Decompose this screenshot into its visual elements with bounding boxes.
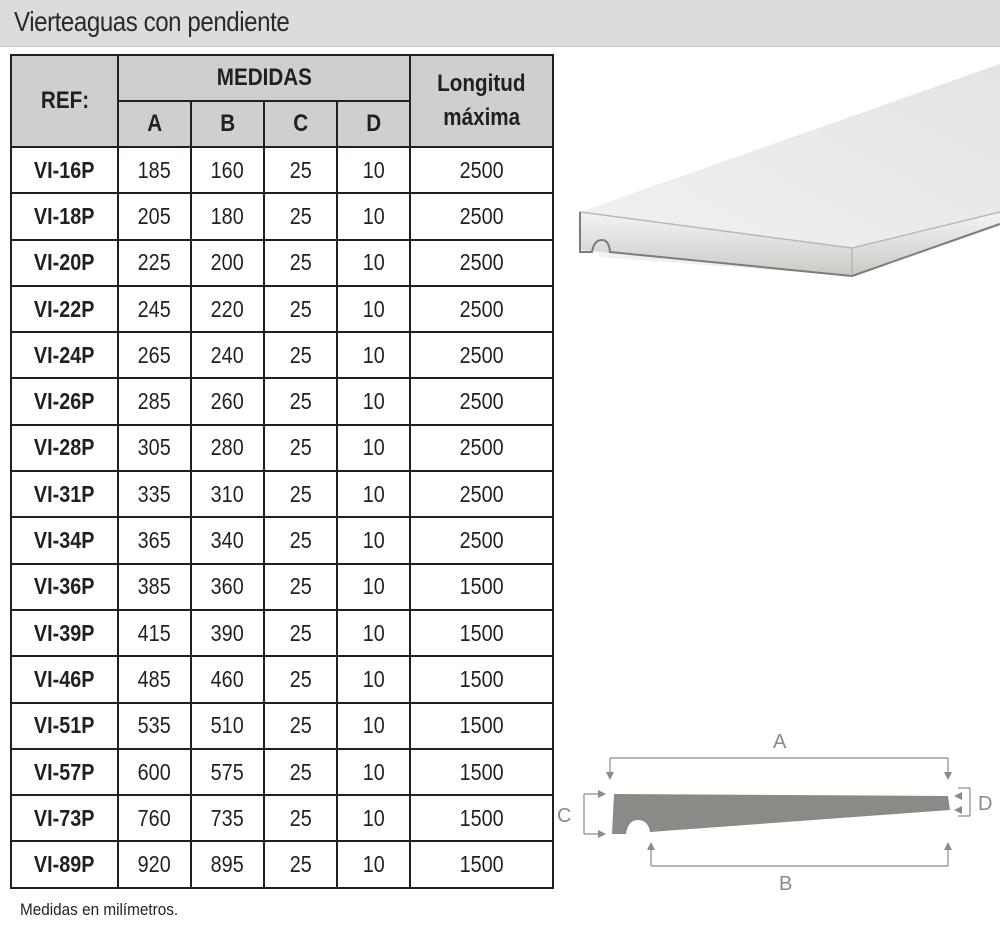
max-length-cell: 1500 [410,610,553,656]
value-b-cell: 460 [191,656,264,702]
ref-cell: VI-34P [11,517,118,563]
max-length-cell: 1500 [410,841,553,887]
dim-label-c: C [557,805,572,827]
max-length-cell: 1500 [410,564,553,610]
max-length-cell: 2500 [410,286,553,332]
ref-header: REF: [11,55,118,147]
ref-cell: VI-20P [11,240,118,286]
dim-label-a: A [773,731,787,753]
ref-cell: VI-73P [11,795,118,841]
value-b-cell: 200 [191,240,264,286]
ref-cell: VI-39P [11,610,118,656]
measures-header: MEDIDAS [118,55,410,101]
value-a-cell: 245 [118,286,191,332]
col-header-c: C [264,101,337,147]
value-b-cell: 280 [191,425,264,471]
col-header-a: A [118,101,191,147]
value-b-cell: 735 [191,795,264,841]
ref-cell: VI-24P [11,332,118,378]
value-d-cell: 10 [337,610,410,656]
ref-cell: VI-57P [11,749,118,795]
value-c-cell: 25 [264,610,337,656]
value-c-cell: 25 [264,240,337,286]
max-length-cell: 1500 [410,795,553,841]
value-d-cell: 10 [337,240,410,286]
length-header: Longitud máxima [410,55,553,147]
value-a-cell: 285 [118,378,191,424]
dim-label-b: B [779,873,793,895]
value-c-cell: 25 [264,332,337,378]
ref-cell: VI-22P [11,286,118,332]
value-c-cell: 25 [264,795,337,841]
value-a-cell: 535 [118,703,191,749]
max-length-cell: 2500 [410,425,553,471]
value-c-cell: 25 [264,147,337,193]
col-header-d: D [337,101,410,147]
value-c-cell: 25 [264,378,337,424]
value-d-cell: 10 [337,841,410,887]
col-header-b: B [191,101,264,147]
max-length-cell: 2500 [410,378,553,424]
ref-cell: VI-31P [11,471,118,517]
value-a-cell: 415 [118,610,191,656]
value-d-cell: 10 [337,795,410,841]
value-c-cell: 25 [264,656,337,702]
value-c-cell: 25 [264,193,337,239]
value-d-cell: 10 [337,193,410,239]
value-d-cell: 10 [337,286,410,332]
max-length-cell: 2500 [410,193,553,239]
ref-cell: VI-51P [11,703,118,749]
max-length-cell: 1500 [410,703,553,749]
value-c-cell: 25 [264,286,337,332]
value-b-cell: 220 [191,286,264,332]
max-length-cell: 2500 [410,147,553,193]
value-c-cell: 25 [264,703,337,749]
value-c-cell: 25 [264,564,337,610]
value-b-cell: 240 [191,332,264,378]
value-d-cell: 10 [337,749,410,795]
max-length-cell: 2500 [410,332,553,378]
value-a-cell: 600 [118,749,191,795]
value-a-cell: 265 [118,332,191,378]
value-d-cell: 10 [337,517,410,563]
value-d-cell: 10 [337,564,410,610]
value-d-cell: 10 [337,147,410,193]
value-c-cell: 25 [264,471,337,517]
value-a-cell: 485 [118,656,191,702]
ref-cell: VI-28P [11,425,118,471]
value-a-cell: 760 [118,795,191,841]
value-c-cell: 25 [264,841,337,887]
value-a-cell: 225 [118,240,191,286]
section-diagram [584,758,970,866]
value-d-cell: 10 [337,378,410,424]
page-title: Vierteaguas con pendiente [14,6,290,37]
sill-render [580,64,1000,276]
ref-cell: VI-16P [11,147,118,193]
value-b-cell: 260 [191,378,264,424]
ref-cell: VI-89P [11,841,118,887]
value-d-cell: 10 [337,656,410,702]
max-length-cell: 1500 [410,656,553,702]
ref-cell: VI-46P [11,656,118,702]
max-length-cell: 2500 [410,517,553,563]
value-a-cell: 385 [118,564,191,610]
value-b-cell: 310 [191,471,264,517]
units-note: Medidas en milímetros. [20,900,179,919]
value-d-cell: 10 [337,332,410,378]
value-a-cell: 205 [118,193,191,239]
value-a-cell: 365 [118,517,191,563]
value-b-cell: 180 [191,193,264,239]
value-b-cell: 575 [191,749,264,795]
max-length-cell: 2500 [410,471,553,517]
value-a-cell: 920 [118,841,191,887]
value-b-cell: 895 [191,841,264,887]
value-b-cell: 510 [191,703,264,749]
value-b-cell: 390 [191,610,264,656]
value-c-cell: 25 [264,749,337,795]
value-c-cell: 25 [264,425,337,471]
ref-cell: VI-36P [11,564,118,610]
max-length-cell: 1500 [410,749,553,795]
value-c-cell: 25 [264,517,337,563]
value-d-cell: 10 [337,703,410,749]
dim-label-d: D [978,793,993,815]
ref-cell: VI-18P [11,193,118,239]
max-length-cell: 2500 [410,240,553,286]
value-a-cell: 305 [118,425,191,471]
value-d-cell: 10 [337,425,410,471]
value-b-cell: 160 [191,147,264,193]
value-a-cell: 185 [118,147,191,193]
ref-cell: VI-26P [11,378,118,424]
value-b-cell: 340 [191,517,264,563]
value-b-cell: 360 [191,564,264,610]
value-d-cell: 10 [337,471,410,517]
value-a-cell: 335 [118,471,191,517]
